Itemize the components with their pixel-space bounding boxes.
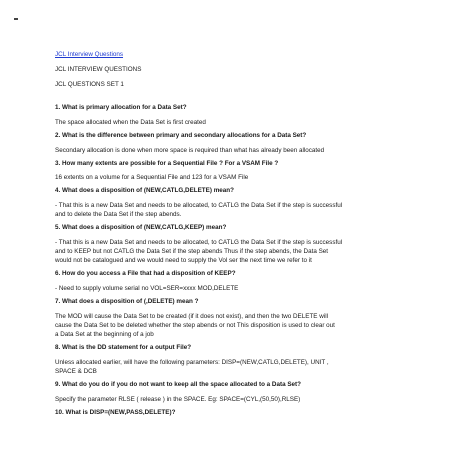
set-title: JCL QUESTIONS SET 1 [55,81,124,88]
answer-2-line-1: Secondary allocation is done when more space is required than what has already been allocated [55,147,325,154]
answer-9-line-1: Specify the parameter RLSE ( release ) in the SPACE. Eg: SPACE=(CYL,(50,50),RLSE) [55,396,301,403]
question-1: 1. What is primary allocation for a Data Set? [55,104,187,111]
page-corner-mark [14,18,18,20]
answer-5-line-3: would not be catalogued and we would need to supply the Vol ser the next time we refer to it [55,257,312,264]
question-6: 6. How do you access a File that had a disposition of KEEP? [55,270,236,277]
answer-6-line-1: - Need to supply volume serial no VOL=SER=xxxx MOD,DELETE [55,285,239,292]
question-5: 5. What does a disposition of (NEW,CATLG,KEEP) mean? [55,224,227,231]
answer-4-line-2: and to delete the Data Set if the step abends. [55,211,182,218]
question-9: 9. What do you do if you do not want to keep all the space allocated to a Data Set? [55,381,301,388]
jcl-interview-questions-link[interactable]: JCL Interview Questions [55,51,124,58]
answer-4-line-1: - That this is a new Data Set and needs to be allocated, to CATLG the Data Set if the step is successful [55,202,343,209]
question-7: 7. What does a disposition of (,DELETE) mean ? [55,298,199,305]
question-10: 10. What is DISP=(NEW,PASS,DELETE)? [55,409,176,416]
answer-7-line-1: The MOD will cause the Data Set to be created (if it does not exist), and then the two DELETE will [55,313,328,320]
question-8: 8. What is the DD statement for a output File? [55,344,192,351]
answer-5-line-2: and to KEEP but not CATLG the Data Set if the step abends Thus if the step abends, the Data Set [55,248,329,255]
answer-7-line-2: cause the Data Set to be deleted whether the step abends or not This disposition is used to clear out [55,322,335,329]
answer-1-line-1: The space allocated when the Data Set is first created [55,119,206,126]
document-title: JCL INTERVIEW QUESTIONS [55,66,142,73]
answer-3-line-1: 16 extents on a volume for a Sequential File and 123 for a VSAM File [55,174,249,181]
answer-8-line-1: Unless allocated earlier, will have the following parameters: DISP=(NEW,CATLG,DELETE), UNIT , [55,359,329,366]
answer-7-line-3: a Data Set at the beginning of a job [55,331,154,338]
question-4: 4. What does a disposition of (NEW,CATLG,DELETE) mean? [55,187,234,194]
answer-5-line-1: - That this is a new Data Set and needs to be allocated, to CATLG the Data Set if the step is successful [55,239,343,246]
answer-8-line-2: SPACE & DCB [55,368,97,375]
question-2: 2. What is the difference between primary and secondary allocations for a Data Set? [55,132,307,139]
question-3: 3. How many extents are possible for a Sequential File ? For a VSAM File ? [55,160,279,167]
